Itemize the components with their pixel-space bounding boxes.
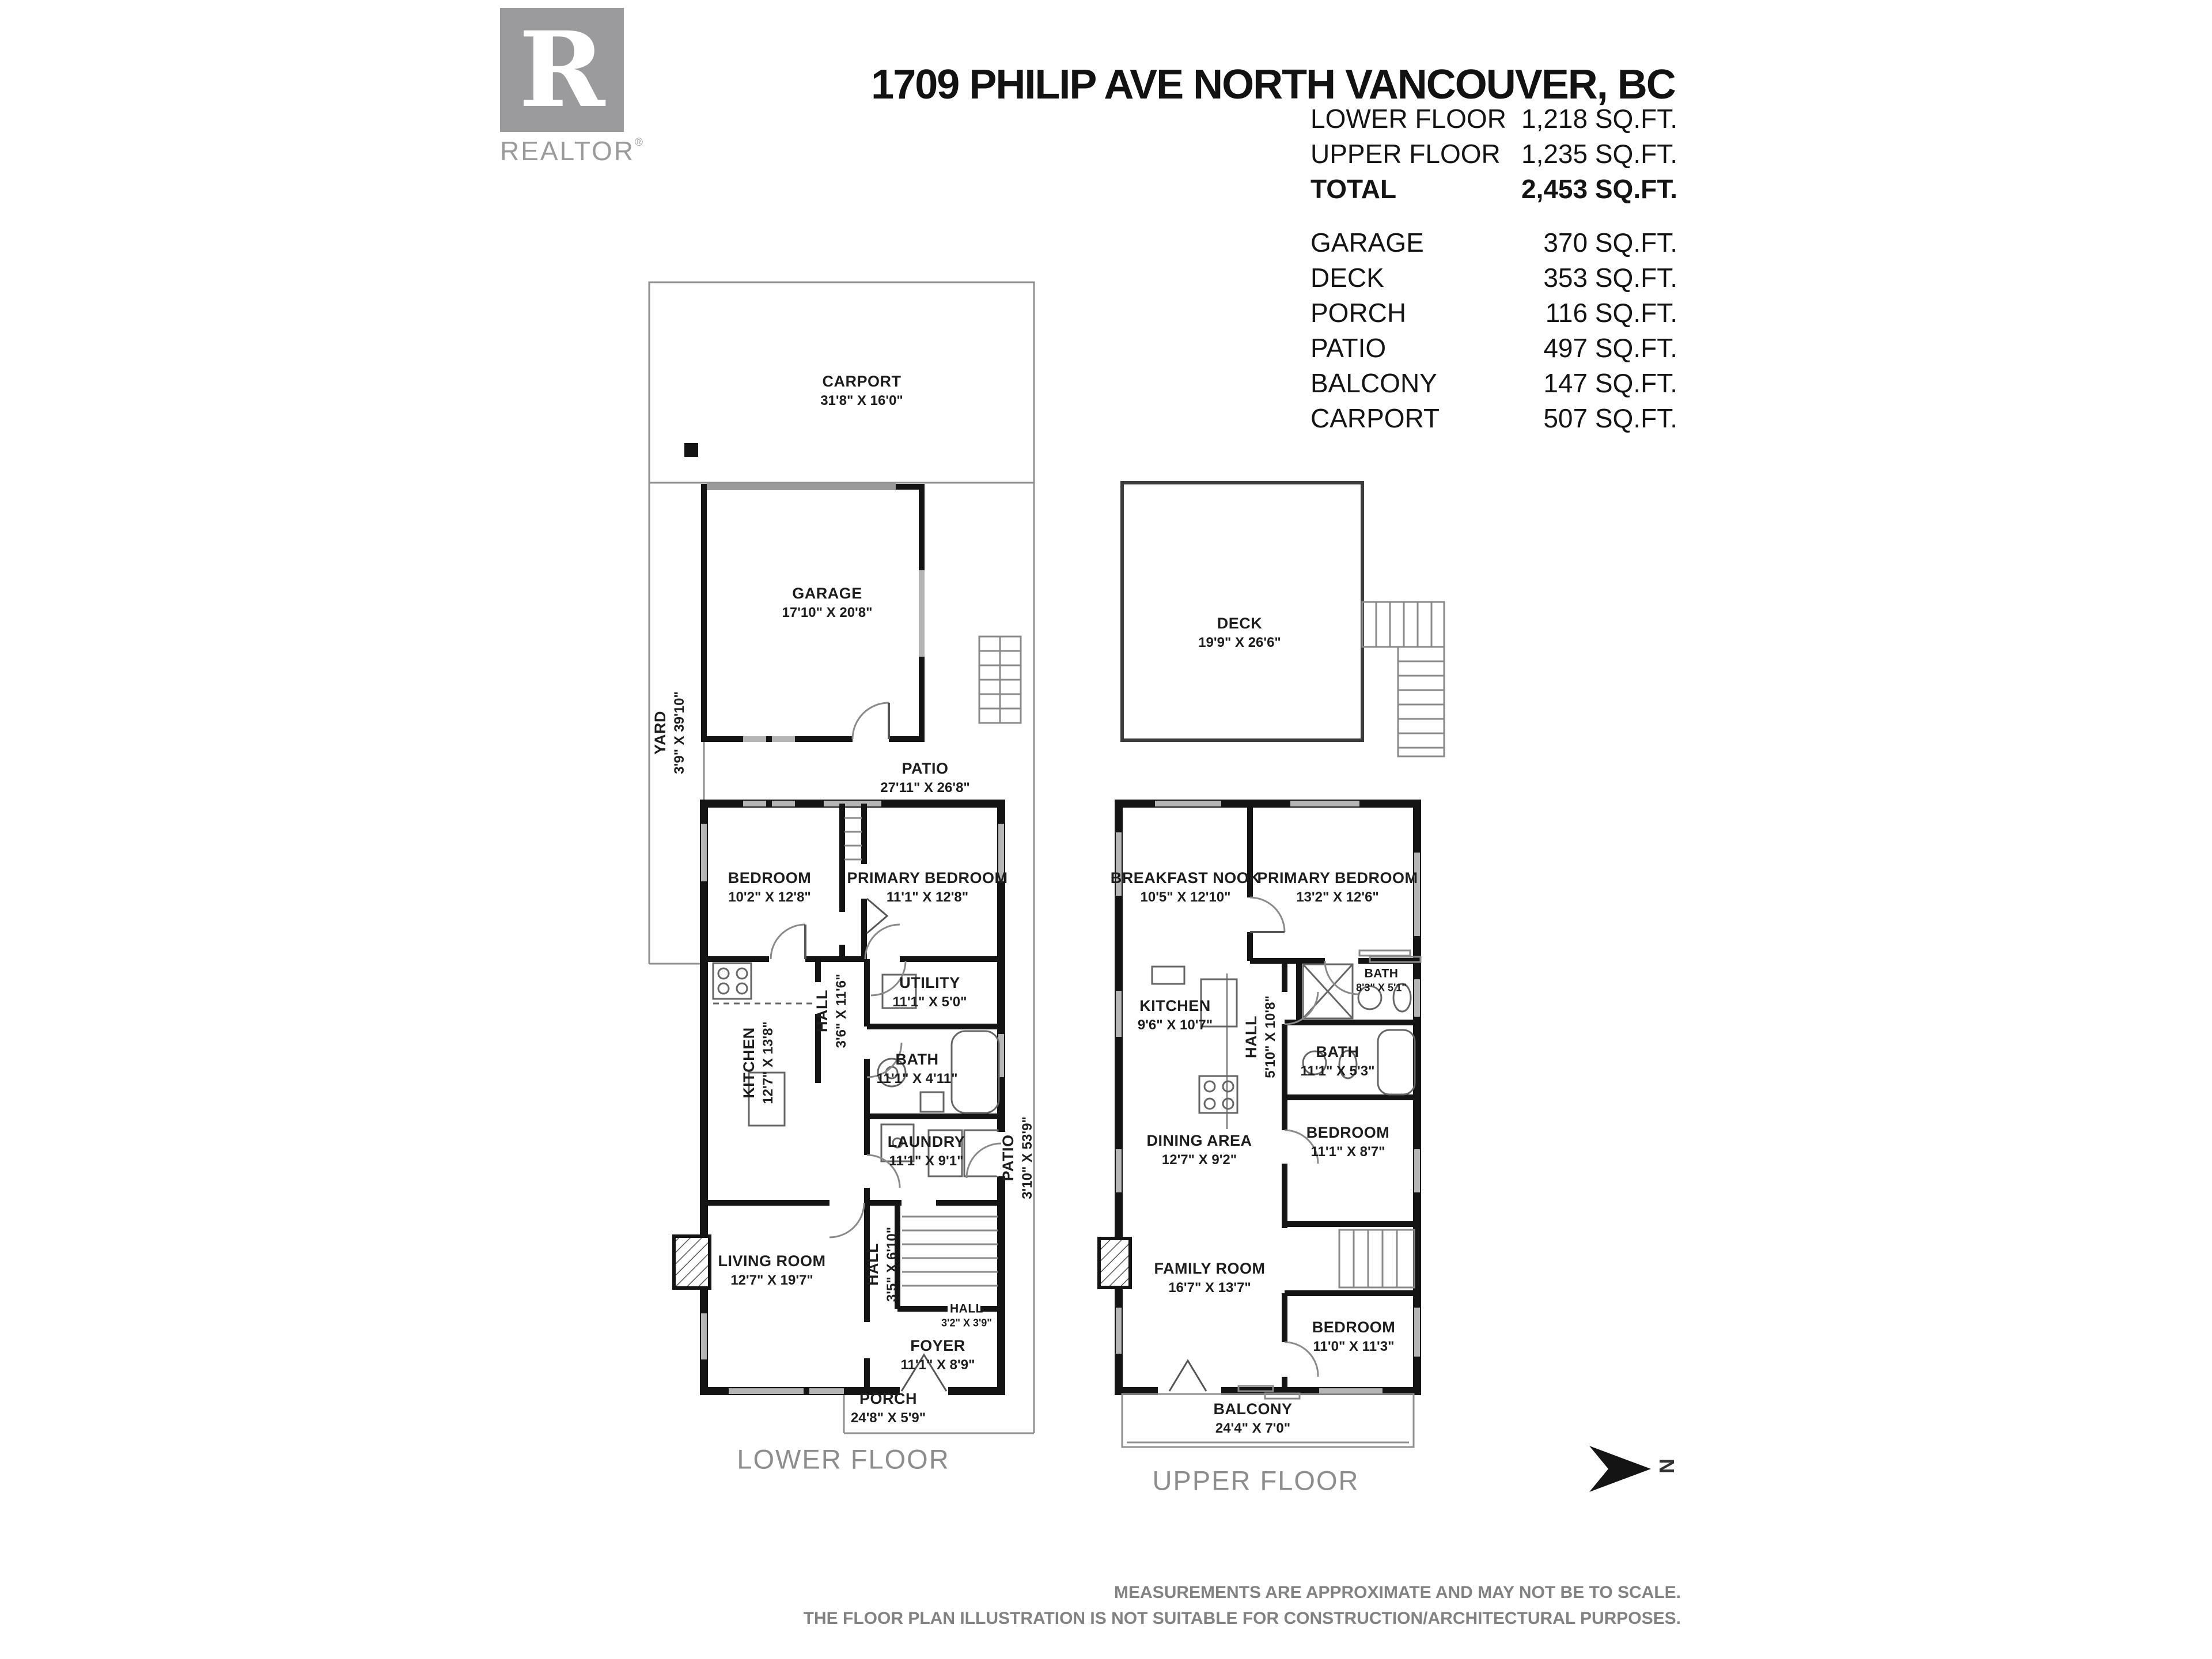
area-label: GARAGE	[1310, 227, 1424, 257]
area-row-lower-floor	[1310, 101, 1677, 136]
lower-floor-caption: LOWER FLOOR	[737, 1444, 950, 1475]
room-dims: 13'2" X 12'6"	[1296, 889, 1379, 905]
room-name: BEDROOM	[728, 869, 812, 887]
room-dims: 31'8" X 16'0"	[820, 392, 903, 408]
room-name: KITCHEN	[740, 1027, 757, 1099]
room-name: GARAGE	[792, 584, 862, 602]
disclaimer-line-2: THE FLOOR PLAN ILLUSTRATION IS NOT SUITABLE FOR CONSTRUCTION/ARCHITECTURAL PURPOSES.	[803, 1609, 1681, 1628]
room-dims: 11'1" X 4'11"	[876, 1070, 958, 1086]
room-label-upper-bath-5	[1356, 966, 1407, 995]
room-name: PRIMARY BEDROOM	[1257, 869, 1418, 887]
area-value: 353 SQ.FT.	[1543, 262, 1677, 293]
room-dims: 12'7" X 19'7"	[730, 1272, 813, 1288]
room-label-lower-utility-7	[893, 973, 967, 1011]
room-label-upper-kitchen-3	[1138, 996, 1213, 1034]
room-label-upper-bedroom-10	[1312, 1317, 1396, 1355]
area-label: DECK	[1310, 262, 1384, 293]
room-name: UTILITY	[899, 974, 960, 991]
room-dims: 8'3" X 5'1"	[1356, 982, 1407, 994]
area-value: 497 SQ.FT.	[1543, 332, 1677, 363]
area-row-porch	[1310, 295, 1677, 330]
area-value: 507 SQ.FT.	[1543, 403, 1677, 433]
room-dims: 11'1" X 8'9"	[900, 1357, 975, 1373]
room-name: BATH	[1364, 967, 1399, 980]
room-label-lower-carport-0	[820, 372, 903, 410]
area-label: PORCH	[1310, 297, 1407, 328]
room-label-lower-bedroom-4	[728, 868, 812, 906]
room-dims: 12'7" X 9'2"	[1161, 1152, 1237, 1168]
upper-fireplace	[1099, 1238, 1130, 1287]
room-dims: 11'1" X 12'8"	[886, 889, 969, 905]
room-name: LIVING ROOM	[718, 1252, 826, 1270]
room-name: KITCHEN	[1139, 997, 1211, 1014]
area-value: 2,453 SQ.FT.	[1521, 173, 1677, 204]
room-label-lower-hall-13	[863, 1227, 901, 1302]
room-name: BEDROOM	[1312, 1318, 1396, 1336]
room-dims: 5'10" X 10'8"	[1262, 995, 1278, 1078]
room-label-upper-bath-6	[1301, 1042, 1375, 1080]
room-name: CARPORT	[822, 372, 902, 390]
room-dims: 24'4" X 7'0"	[1215, 1420, 1291, 1436]
area-row-carport	[1310, 400, 1677, 435]
room-dims: 3'5" X 6'10"	[884, 1226, 900, 1302]
room-dims: 3'2" X 3'9"	[941, 1317, 992, 1329]
area-row-balcony	[1310, 365, 1677, 400]
room-label-lower-patio-3	[880, 759, 970, 797]
room-name: FOYER	[910, 1336, 965, 1354]
room-name: LAUNDRY	[887, 1132, 965, 1150]
room-name: YARD	[651, 710, 669, 755]
room-label-lower-yard-2	[650, 691, 688, 774]
north-arrow	[1585, 1439, 1712, 1502]
room-dims: 17'10" X 20'8"	[782, 604, 873, 620]
disclaimer-line-1: MEASUREMENTS ARE APPROXIMATE AND MAY NOT BE TO SCALE.	[1114, 1583, 1681, 1602]
area-label: CARPORT	[1310, 403, 1440, 433]
area-value: 370 SQ.FT.	[1543, 227, 1677, 257]
room-dims: 24'8" X 5'9"	[850, 1410, 926, 1426]
area-row-total	[1310, 171, 1677, 206]
page-title: 1709 PHILIP AVE NORTH VANCOUVER, BC	[871, 62, 1675, 108]
area-row-deck	[1310, 260, 1677, 295]
room-name: PATIO	[999, 1134, 1017, 1181]
area-summary-primary	[1310, 101, 1677, 206]
area-row-patio	[1310, 330, 1677, 365]
room-label-upper-family-room-9	[1154, 1259, 1265, 1297]
room-dims: 11'1" X 5'3"	[1300, 1063, 1375, 1079]
room-dims: 10'2" X 12'8"	[728, 889, 811, 905]
room-name: PRIMARY BEDROOM	[847, 869, 1008, 887]
room-name: DECK	[1217, 614, 1263, 632]
room-dims: 9'6" X 10'7"	[1137, 1017, 1213, 1033]
room-name: PATIO	[902, 759, 949, 777]
room-name: BALCONY	[1213, 1400, 1293, 1418]
upper-floor-caption: UPPER FLOOR	[1152, 1465, 1359, 1496]
realtor-logo-square	[500, 8, 624, 132]
upper-deck-stairs	[1362, 602, 1444, 756]
room-label-upper-hall-4	[1241, 995, 1279, 1078]
room-dims: 27'11" X 26'8"	[880, 779, 970, 796]
room-label-upper-bedroom-8	[1306, 1123, 1390, 1161]
realtor-logo	[500, 8, 650, 166]
area-row-garage	[1310, 225, 1677, 260]
realtor-logo-word	[500, 135, 650, 166]
room-name: HALL	[813, 990, 831, 1032]
room-label-upper-breakfast-nook-1	[1111, 868, 1261, 906]
room-label-lower-porch-16	[851, 1389, 926, 1427]
disclaimer	[804, 1580, 1681, 1631]
area-value: 116 SQ.FT.	[1545, 297, 1677, 328]
room-label-lower-laundry-10	[888, 1132, 965, 1170]
room-label-lower-hall-6	[812, 974, 850, 1048]
room-name: FAMILY ROOM	[1154, 1259, 1266, 1277]
room-label-lower-living-room-12	[718, 1251, 826, 1289]
registered-mark: ®	[635, 137, 645, 149]
upper-stairs	[1339, 1230, 1414, 1287]
area-value: 1,218 SQ.FT.	[1521, 103, 1677, 134]
room-dims: 16'7" X 13'7"	[1168, 1279, 1251, 1296]
room-label-upper-deck-0	[1198, 613, 1281, 652]
room-dims: 19'9" X 26'6"	[1198, 634, 1281, 650]
room-name: HALL	[950, 1302, 983, 1316]
area-label: LOWER FLOOR	[1310, 103, 1506, 134]
room-dims: 11'1" X 9'1"	[889, 1153, 964, 1169]
room-label-lower-bath-8	[877, 1050, 958, 1088]
room-dims: 11'1" X 5'0"	[892, 994, 967, 1010]
area-row-upper-floor	[1310, 136, 1677, 171]
area-label: TOTAL	[1310, 173, 1397, 204]
room-dims: 11'1" X 8'7"	[1310, 1143, 1385, 1160]
room-label-upper-balcony-11	[1214, 1399, 1293, 1437]
area-label: BALCONY	[1310, 368, 1437, 398]
upper-deck-outline	[1122, 483, 1362, 740]
room-dims: 10'5" X 12'10"	[1140, 889, 1231, 905]
room-name: BATH	[1316, 1043, 1359, 1060]
room-name: BREAKFAST NOOK	[1110, 869, 1261, 887]
room-name: HALL	[863, 1243, 881, 1286]
room-dims: 3'9" X 39'10"	[671, 691, 687, 774]
room-label-lower-kitchen-9	[739, 1021, 777, 1104]
room-label-lower-primary-bedroom-5	[847, 868, 1007, 906]
area-value: 1,235 SQ.FT.	[1521, 138, 1677, 169]
room-name: BATH	[895, 1050, 939, 1068]
lower-fireplace	[674, 1236, 710, 1288]
room-dims: 12'7" X 13'8"	[760, 1021, 776, 1104]
room-dims: 3'10" X 53'9"	[1019, 1116, 1035, 1199]
room-label-lower-patio-11	[998, 1116, 1036, 1199]
lower-side-stairs	[979, 637, 1021, 723]
room-name: PORCH	[859, 1389, 918, 1407]
room-label-lower-hall-14	[941, 1301, 992, 1331]
room-name: DINING AREA	[1146, 1131, 1252, 1149]
area-value: 147 SQ.FT.	[1543, 368, 1677, 398]
room-label-lower-garage-1	[782, 584, 873, 622]
room-name: HALL	[1242, 1016, 1260, 1058]
area-summary-secondary	[1310, 225, 1677, 435]
room-dims: 3'6" X 11'6"	[833, 974, 849, 1048]
room-name: BEDROOM	[1306, 1123, 1390, 1141]
realtor-logo-label: REALTOR	[500, 136, 635, 166]
room-label-upper-dining-area-7	[1146, 1131, 1252, 1169]
realtor-logo-r: R	[518, 9, 605, 131]
room-label-lower-foyer-15	[901, 1336, 975, 1374]
area-label: UPPER FLOOR	[1310, 138, 1501, 169]
area-label: PATIO	[1310, 332, 1387, 363]
north-arrow-icon	[1585, 1439, 1654, 1499]
room-dims: 11'0" X 11'3"	[1313, 1338, 1395, 1354]
room-label-upper-primary-bedroom-2	[1257, 868, 1418, 906]
north-letter: N	[1655, 1459, 1679, 1474]
